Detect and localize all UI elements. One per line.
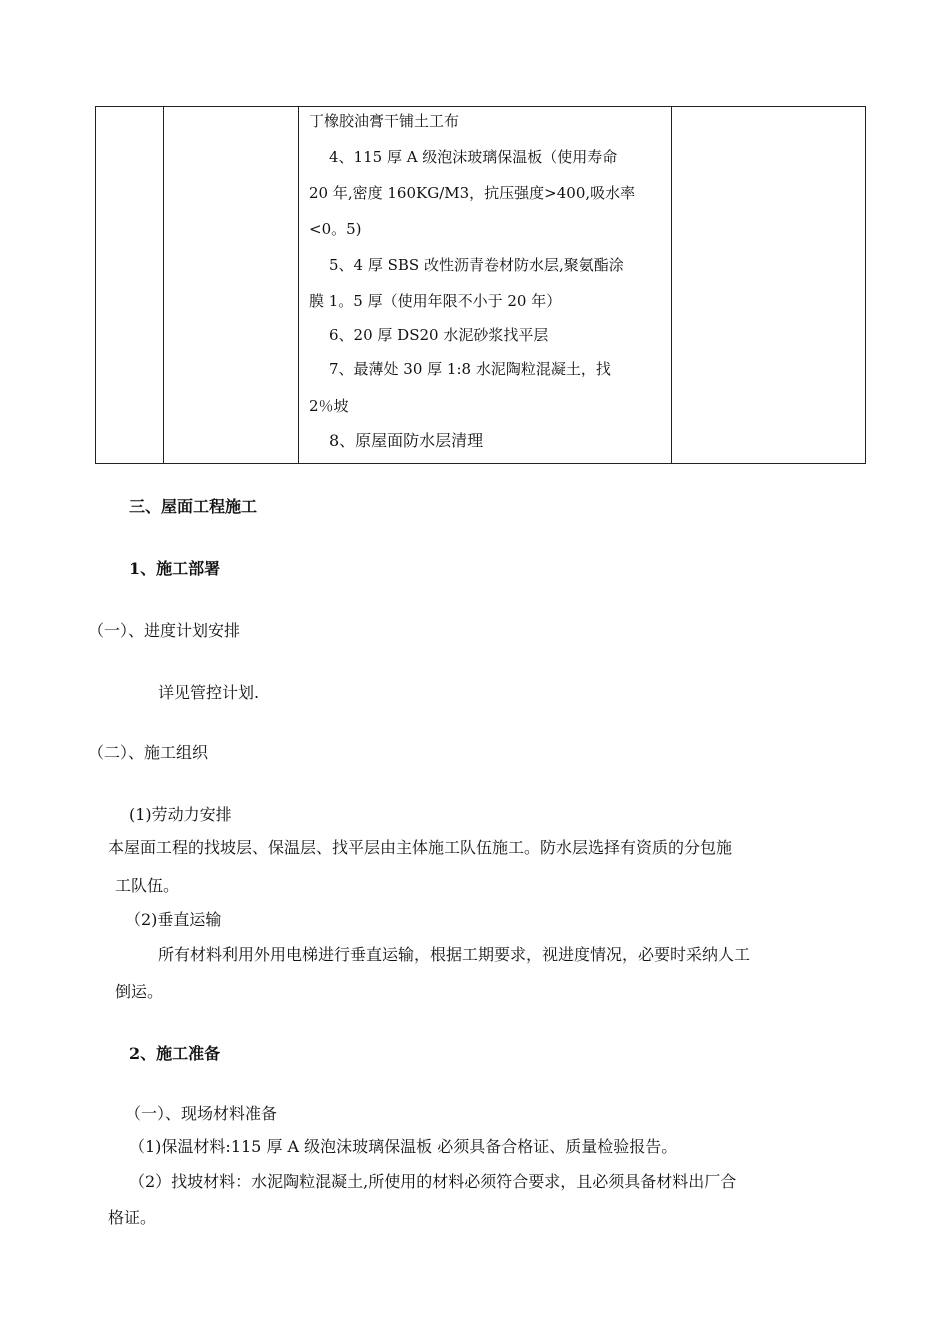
section-heading: 三、屋面工程施工 — [129, 497, 258, 516]
table-cell-empty-4 — [672, 107, 866, 464]
table-row — [96, 107, 866, 464]
layer-line-2: 4、115 厚 A 级泡沫玻璃保温板（使用寿命 — [329, 148, 618, 166]
layer-line-5: 5、4 厚 SBS 改性沥青卷材防水层,聚氨酯涂 — [329, 256, 624, 274]
materials-line-2: （2）找坡材料：水泥陶粒混凝土,所使用的材料必须符合要求，且必须具备材料出厂合 — [129, 1172, 737, 1191]
table-cell-empty-2 — [164, 107, 299, 464]
layer-line-1: 丁橡胶油膏干铺土工布 — [309, 112, 460, 130]
layer-line-3: 20 年,密度 160KG/M3，抗压强度>400,吸水率 — [309, 184, 636, 202]
layer-line-9: 2％坡 — [309, 397, 349, 415]
spec-table — [95, 106, 866, 464]
materials-line-1: （1)保温材料:115 厚 A 级泡沫玻璃保温板 必须具备合格证、质量检验报告。 — [129, 1137, 678, 1156]
labor-text-line-2: 工队伍。 — [115, 876, 180, 895]
item-heading-materials: （一）、现场材料准备 — [125, 1104, 278, 1123]
item-heading-organization: （二）、施工组织 — [88, 743, 209, 762]
labor-heading: (1)劳动力安排 — [129, 805, 232, 824]
table-cell-layers — [299, 107, 672, 464]
vertical-transport-text-line-1: 所有材料利用外用电梯进行垂直运输，根据工期要求，视进度情况，必要时采纳人工 — [158, 945, 751, 964]
subsection-heading-preparation: 2、施工准备 — [129, 1044, 221, 1063]
materials-line-3: 格证。 — [108, 1208, 157, 1227]
layer-line-4: <0。5) — [309, 220, 362, 238]
vertical-transport-heading: （2)垂直运输 — [125, 910, 222, 929]
labor-text-line-1: 本屋面工程的找坡层、保温层、找平层由主体施工队伍施工。防水层选择有资质的分包施 — [108, 838, 733, 857]
vertical-transport-text-line-2: 倒运。 — [115, 982, 164, 1001]
layer-line-10: 8、原屋面防水层清理 — [329, 431, 484, 450]
item-heading-schedule: （一）、进度计划安排 — [88, 621, 241, 640]
schedule-text: 详见管控计划. — [158, 683, 260, 702]
layer-line-7: 6、20 厚 DS20 水泥砂浆找平层 — [329, 326, 549, 344]
layer-line-8: 7、最薄处 30 厚 1:8 水泥陶粒混凝土，找 — [329, 360, 611, 378]
subsection-heading-deployment: 1、施工部署 — [129, 559, 221, 578]
table-cell-empty-1 — [96, 107, 164, 464]
layer-line-6: 膜 1。5 厚（使用年限不小于 20 年） — [309, 292, 562, 310]
